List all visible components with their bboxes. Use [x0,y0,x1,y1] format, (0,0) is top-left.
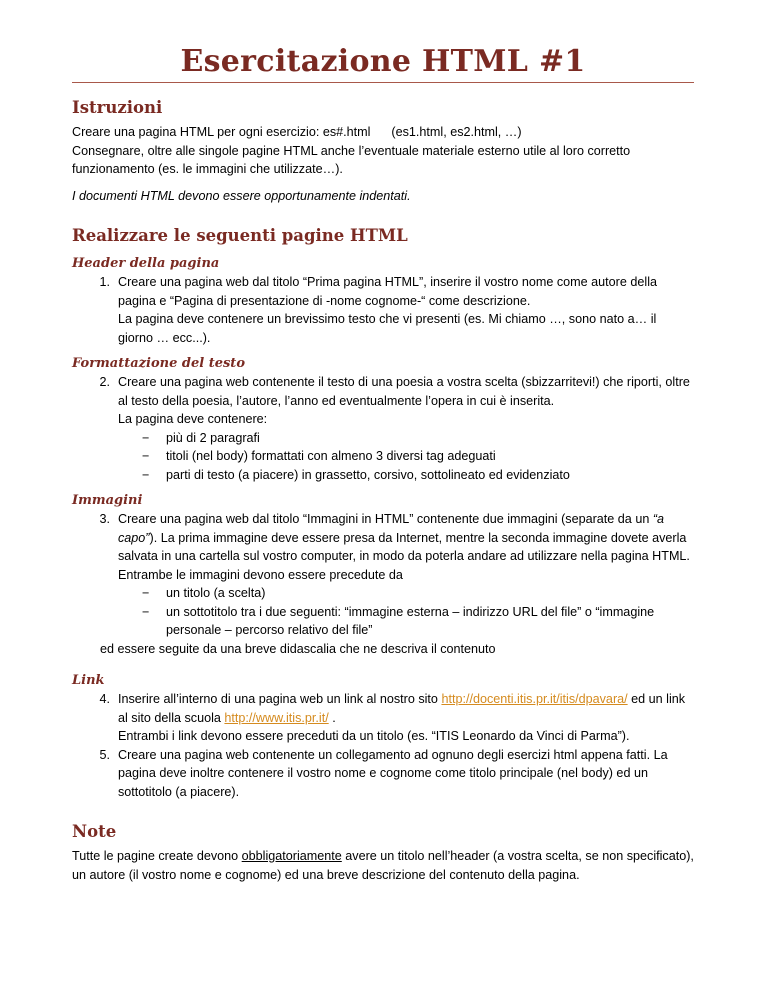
dash-bullet: − [142,430,150,445]
school-site-link[interactable]: http://www.itis.pr.it/ [224,710,329,725]
exercise-1-number: 1. [99,275,110,289]
istruzioni-line-1: Creare una pagina HTML per ogni esercizio: es#.html (es1.html, es2.html, …) [72,125,522,139]
exercise-2-text-a: Creare una pagina web contenente il testo di una poesia a vostra scelta (sbizzarritevi!) che riporti, oltre al testo della poesia, l’autore, l’anno ed eventualmente l’opera in cui è inserita. [118,375,690,408]
obbligatoriamente-underlined: obbligatoriamente [241,849,342,863]
dash-bullet: − [142,467,150,482]
exercise-3-text-b: Entrambe le immagini devono essere precedute da [118,567,403,582]
istruzioni-line-2: Consegnare, oltre alle singole pagine HTML anche l’eventuale materiale esterno utile al loro corretto funzionamento (es. le immagini che utilizzate…). [72,143,631,176]
note-heading: Note [72,822,117,841]
dash-bullet: − [142,449,150,463]
list-item: − più di 2 paragrafi [118,429,694,448]
note-text: Tutte le pagine create devono obbligatoriamente avere un titolo nell’header (a vostra scelta, se non specificato), un autore (il vostro nome e cognome) ed una breve descrizione del contenuto della pagina. [72,849,694,882]
exercise-3 [72,510,694,640]
list-item: − un sottotitolo tra i due seguenti: “immagine esterna – indirizzo URL del file” o “immagine personale – percorso relativo del file” [118,603,694,640]
header-pagina-subheading: Header della pagina [72,256,220,271]
document-title: Esercitazione HTML #1 [180,44,586,79]
exercise-2-text-b: La pagina deve contenere: [118,412,268,426]
exercise-3-number: 3. [99,512,110,526]
exercise-1-text-b: La pagina deve contenere un brevissimo testo che vi presenti (es. Mi chiamo …, sono nato a… il giorno … ecc...). [118,312,657,345]
istruzioni-indent-note: I documenti HTML devono essere opportunamente indentati. [72,188,411,203]
exercise-4-number: 4. [99,692,110,706]
realizzare-heading: Realizzare le seguenti pagine HTML [72,226,408,245]
istruzioni-section [72,97,694,205]
docenti-site-link[interactable]: http://docenti.itis.pr.it/itis/dpavara/ [441,692,628,706]
exercise-4-text-a: Inserire all’interno di una pagina web un link al nostro sito http://docenti.itis.pr.it/itis/dpavara/ ed un link al sito della scuola http://www.itis.pr.it/ . [118,692,686,725]
exercise-2-number: 2. [99,375,110,389]
realizzare-section [72,225,694,801]
list-item: − titoli (nel body) formattati con almeno 3 diversi tag adeguati [118,447,694,466]
exercise-2 [72,373,694,484]
dash-bullet: − [142,604,150,619]
exercise-1-text-a: Creare una pagina web dal titolo “Prima pagina HTML”, inserire il vostro nome come autore della pagina e “Pagina di presentazione di -nome cognome-“ come descrizione. [118,275,657,308]
note-section [72,821,694,884]
exercise-5 [72,746,694,802]
formattazione-subheading: Formattazione del testo [72,356,245,371]
exercise-4 [72,690,694,746]
link-subheading: Link [72,673,105,688]
dash-bullet: − [142,586,150,600]
exercise-1 [72,273,694,347]
exercise-3-text-a: Creare una pagina web dal titolo “Immagini in HTML” contenente due immagini (separate da un “a capo”). La prima immagine deve essere presa da Internet, mentre la seconda immagine dovete averla salvata in una cartella sul vostro computer, in modo da poterla andare ad utilizzare nella pagina HTML. [118,512,690,563]
exercise-4-text-b: Entrambi i link devono essere preceduti da un titolo (es. “ITIS Leonardo da Vinci di Parma”). [118,729,630,743]
exercise-5-number: 5. [99,747,110,762]
exercise-3-text-c: ed essere seguite da una breve didascalia che ne descriva il contenuto [100,641,496,656]
list-item: − un titolo (a scelta) [118,584,694,603]
immagini-subheading: Immagini [72,493,143,508]
title-rule [72,82,694,83]
exercise-5-text: Creare una pagina web contenente un collegamento ad ognuno degli esercizi html appena fatti. La pagina deve inoltre contenere il vostro nome e cognome come titolo principale (nel body) ed un sottotitolo (a piacere). [118,747,668,799]
list-item: − parti di testo (a piacere) in grassetto, corsivo, sottolineato ed evidenziato [118,466,694,485]
istruzioni-heading: Istruzioni [72,98,163,117]
